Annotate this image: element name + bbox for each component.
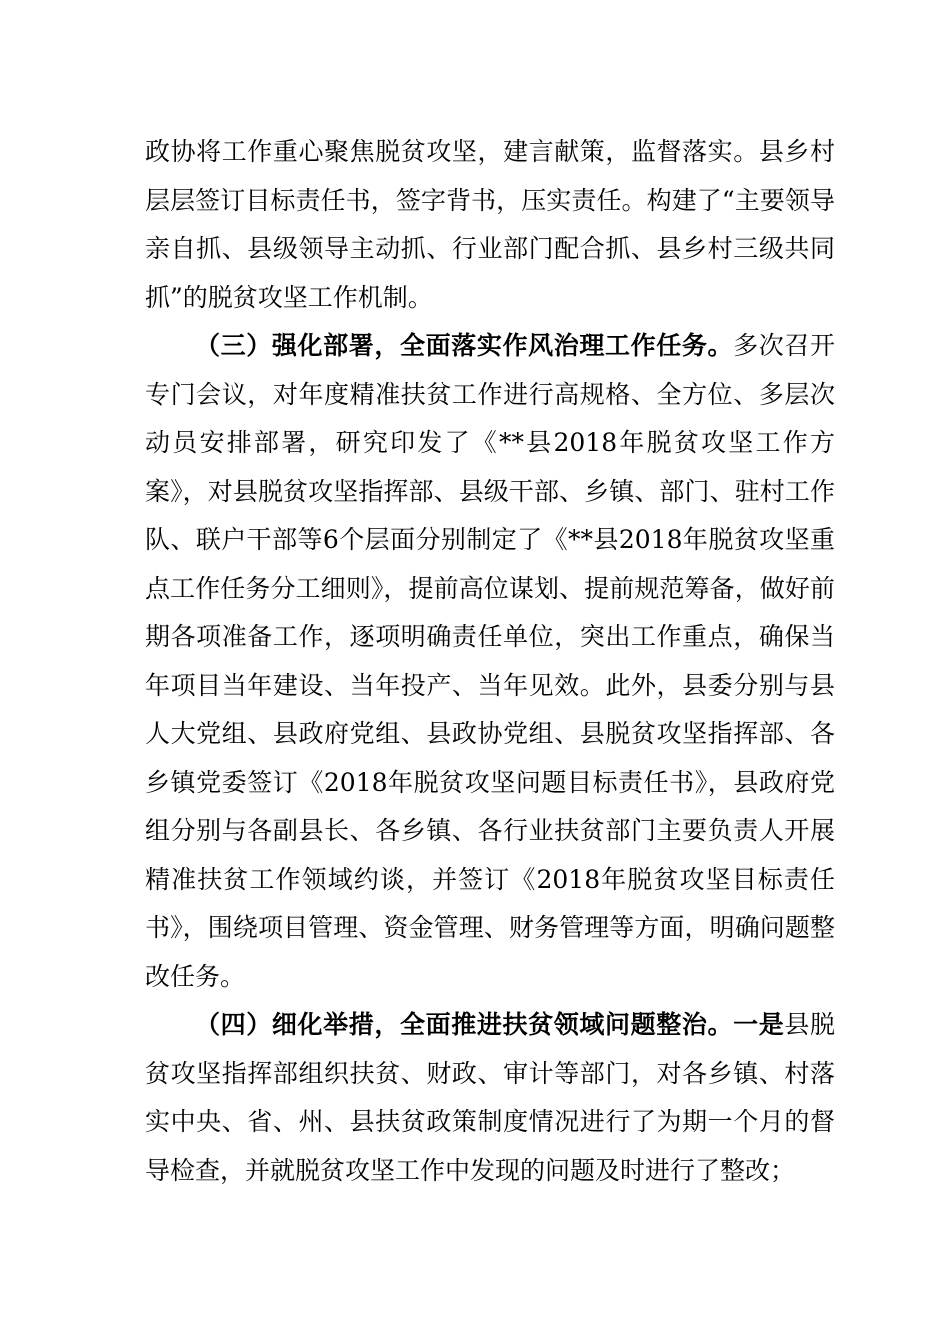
lead-phrase: 一是 [733, 1010, 785, 1039]
paragraph-continuation [145, 128, 835, 322]
paragraph-section-three [145, 322, 835, 1001]
section-heading-three: （三）强化部署，全面落实作风治理工作任务。 [195, 331, 734, 360]
paragraph-text: 政协将工作重心聚焦脱贫攻坚，建言献策，监督落实。县乡村层层签订目标责任书，签字背书，压实责任。构建了“主要领导亲自抓、县级领导主动抓、行业部门配合抓、县乡村三级共同抓”的脱贫攻坚工作机制。 [145, 137, 835, 312]
paragraph-text: 多次召开专门会议，对年度精准扶贫工作进行高规格、全方位、多层次动员安排部署，研究印发了《**县2018年脱贫攻坚工作方案》，对县脱贫攻坚指挥部、县级干部、乡镇、部门、驻村工作队、联户干部等6个层面分别制定了《**县2018年脱贫攻坚重点工作任务分工细则》，提前高位谋划、提前规范筹备，做好前期各项准备工作，逐项明确责任单位，突出工作重点，确保当年项目当年建设、当年投产、当年见效。此外，县委分别与县人大党组、县政府党组、县政协党组、县脱贫攻坚指挥部、各乡镇党委签订《2018年脱贫攻坚问题目标责任书》，县政府党组分别与各副县长、各乡镇、各行业扶贫部门主要负责人开展精准扶贫工作领域约谈，并签订《2018年脱贫攻坚目标责任书》，围绕项目管理、资金管理、财务管理等方面，明确问题整改任务。 [145, 331, 835, 991]
document-body [145, 128, 835, 1195]
paragraph-section-four [145, 1001, 835, 1195]
paragraph-text: 县脱贫攻坚指挥部组织扶贫、财政、审计等部门，对各乡镇、村落实中央、省、州、县扶贫政策制度情况进行了为期一个月的督导检查，并就脱贫攻坚工作中发现的问题及时进行了整改； [145, 1010, 835, 1185]
section-heading-four: （四）细化举措，全面推进扶贫领域问题整治。 [195, 1010, 734, 1039]
